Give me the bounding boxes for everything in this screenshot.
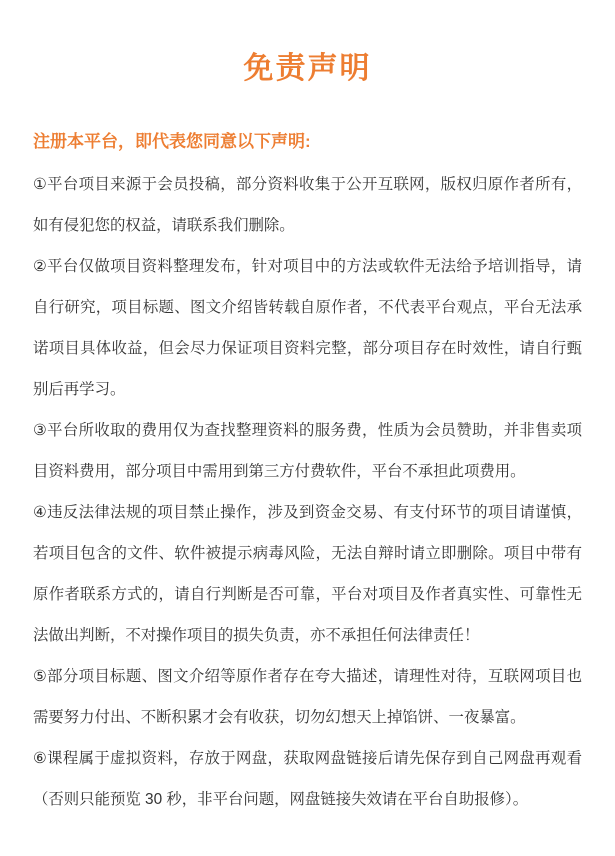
disclaimer-item-6: ⑥课程属于虚拟资料，存放于网盘，获取网盘链接后请先保存到自己网盘再观看（否则只能预览 30 秒，非平台问题，网盘链接失效请在平台自助报修）。 [33,750,582,808]
disclaimer-item-1: ①平台项目来源于会员投稿，部分资料收集于公开互联网，版权归原作者所有，如有侵犯您的权益，请联系我们删除。 [33,176,582,234]
disclaimer-item-3: ③平台所收取的费用仅为查找整理资料的服务费，性质为会员赞助，并非售卖项目资料费用，部分项目中需用到第三方付费软件，平台不承担此项费用。 [33,422,582,480]
intro-statement: 注册本平台，即代表您同意以下声明: [33,132,311,151]
disclaimer-paragraphs [33,164,582,820]
disclaimer-item-5: ⑤部分项目标题、图文介绍等原作者存在夸大描述，请理性对待，互联网项目也需要努力付出、不断积累才会有收获，切勿幻想天上掉馅饼、一夜暴富。 [33,668,582,726]
disclaimer-item-2: ②平台仅做项目资料整理发布，针对项目中的方法或软件无法给予培训指导，请自行研究，项目标题、图文介绍皆转载自原作者，不代表平台观点，平台无法承诺项目具体收益，但会尽力保证项目资料完整，部分项目存在时效性，请自行甄别后再学习。 [33,258,582,398]
disclaimer-item-4: ④违反法律法规的项目禁止操作，涉及到资金交易、有支付环节的项目请谨慎，若项目包含的文件、软件被提示病毒风险，无法自辩时请立即删除。项目中带有原作者联系方式的，请自行判断是否可靠，平台对项目及作者真实性、可靠性无法做出判断，不对操作项目的损失负责，亦不承担任何法律责任！ [33,504,582,644]
page-title: 免责声明 [243,52,372,85]
